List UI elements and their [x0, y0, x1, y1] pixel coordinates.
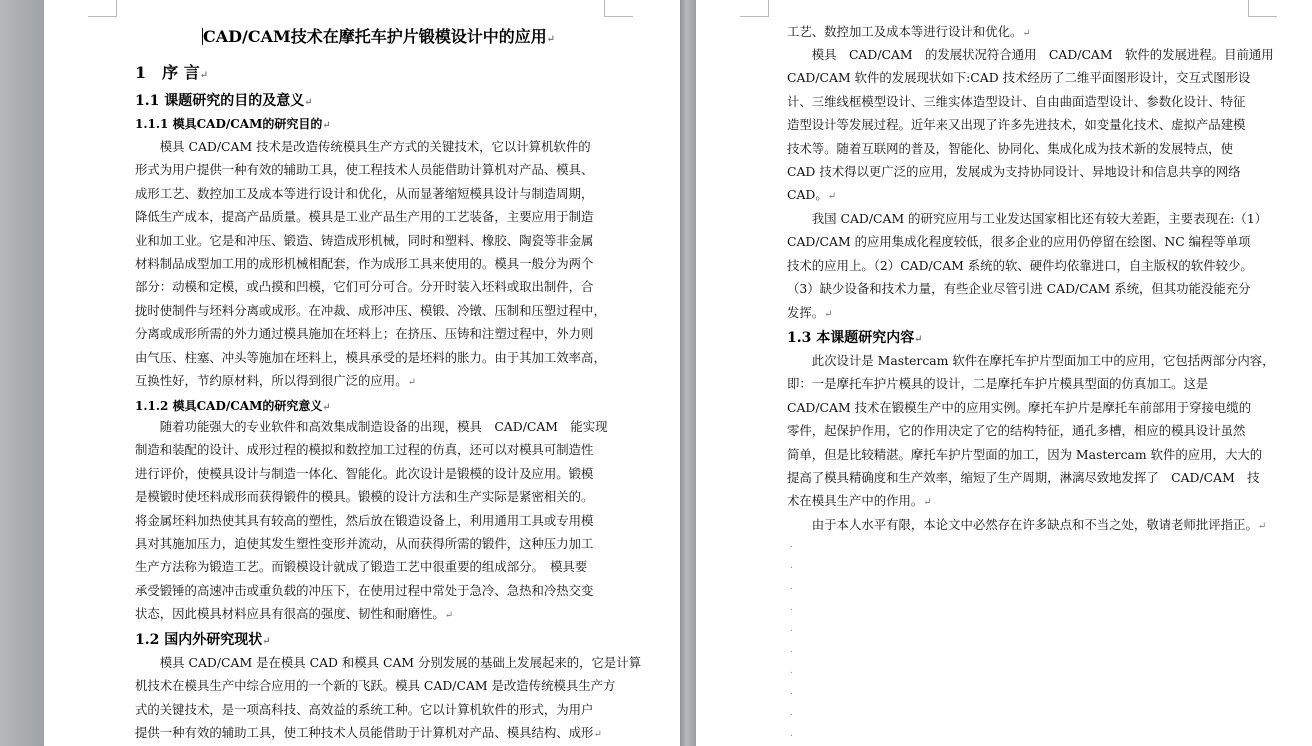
text-line: CAD。↵ [787, 187, 837, 203]
text-line: 式的关键技术，是一项高科技、高效益的系统工种。它以计算机软件的形式，为用户 [135, 701, 594, 717]
text-line: 具对其施加压力，迫使其发生塑性变形并流动，从而获得所需的锻件，这种压力加工 [135, 535, 594, 551]
text-line: 生产方法称为锻造工艺。而锻模设计就成了锻造工艺中很重要的组成部分。 模具要 [135, 559, 588, 575]
page-gap [680, 0, 696, 746]
empty-paragraph-mark: . [790, 582, 793, 592]
text-line: 承受锻锤的高速冲击或重负载的冲压下，在使用过程中常处于急冷、急热和冷热交变 [135, 582, 594, 598]
text-line: 提高了模具精确度和生产效率，缩短了生产周期，淋漓尽致地发挥了 CAD/CAM 技 [787, 469, 1260, 485]
text-line: 模具 CAD/CAM 的发展状况符合通用 CAD/CAM 软件的发展进程。目前通用 [787, 47, 1274, 62]
text-line: 模具 CAD/CAM 技术是改造传统模具生产方式的关键技术，它以计算机软件的 [135, 139, 591, 154]
empty-paragraph-mark: . [790, 540, 793, 550]
paragraph-research-status[interactable] [135, 651, 641, 745]
text-line: 成形工艺、数控加工及成本等进行设计和优化，从而显著缩短模具设计与制造周期， [135, 185, 594, 201]
empty-paragraph-mark: . [790, 624, 793, 634]
document-page-right[interactable] [696, 0, 1312, 746]
text-line: 技术等。随着互联网的普及，智能化、协同化、集成化成为技术新的发展特点，使 [787, 140, 1234, 156]
crop-mark-top-right [604, 0, 633, 17]
text-line: 分离或成形所需的外力通过模具施加在坯料上；在挤压、压铸和注塑过程中，外力则 [135, 326, 594, 342]
text-line: 机技术在模具生产中综合应用的一个新的飞跃。模具 CAD/CAM 是改造传统模具生产方 [135, 678, 616, 694]
text-line: 模具 CAD/CAM 是在模具 CAD 和模具 CAM 分别发展的基础上发展起来的，它是计算 [135, 655, 642, 670]
text-line: 工艺、数控加工及成本等进行设计和优化。↵ [787, 24, 1031, 39]
page-title[interactable]: CAD/CAM技术在摩托车护片锻模设计中的应用↵ [203, 27, 556, 46]
paragraph-mark: ↵ [444, 610, 454, 622]
text-line: 零件，起保护作用，它的作用决定了它的结构特征，通孔多槽，相应的模具设计虽然 [787, 423, 1246, 439]
paragraph-research-significance[interactable] [135, 415, 608, 626]
text-line: 部分：动模和定模，或凸摸和凹模，它们可分可合。分开时装入坯料或取出制件，合 [135, 279, 594, 295]
text-line: 计、三维线框模型设计、三维实体造型设计、自由曲面造型设计、参数化设计、特征 [787, 93, 1246, 109]
paragraph-cadcam-development[interactable] [787, 43, 1274, 207]
empty-paragraph-mark: . [790, 687, 793, 697]
paragraph-mark: ↵ [827, 191, 837, 203]
text-line: （3）缺少设备和技术力量，有些企业尽管引进 CAD/CAM 系统，但其功能没能充分 [787, 281, 1251, 297]
crop-mark-top-right-right-page [1248, 0, 1277, 17]
workspace-left-margin [0, 0, 44, 746]
crop-mark-top-left-right-page [740, 0, 769, 17]
empty-paragraph-mark: . [790, 708, 793, 718]
heading-section-1-3[interactable]: 1.3 本课题研究内容↵ [787, 330, 923, 346]
text-line: 提供一种有效的辅助工具，使工种技术人员能借助于计算机对产品、模具结构、成形↵ [135, 725, 602, 741]
text-line: 材料制品成型加工用的成形机械相配套，作为成形工具来使用的。模具一般分为两个 [135, 255, 594, 271]
empty-paragraph-mark: . [790, 666, 793, 676]
heading-section-1-2[interactable]: 1.2 国内外研究现状↵ [135, 632, 271, 648]
text-line: 造型设计等发展过程。近年来又出现了许多先进技术，如变量化技术、虚拟产品建模 [787, 117, 1246, 133]
paragraph-mark: ↵ [824, 308, 833, 320]
text-line: 降低生产成本，提高产品质量。模具是工业产品生产用的工艺装备，主要应用于制造 [135, 209, 594, 225]
heading-section-1[interactable]: 1 序 言↵ [135, 63, 209, 82]
paragraph-mark: ↵ [1257, 521, 1267, 532]
text-line: 术在模具生产中的作用。↵ [787, 493, 932, 509]
text-line: 简单，但是比较精湛。摩托车护片型面的加工，因为 Mastercam 软件的应用，大大的 [787, 446, 1263, 462]
empty-paragraph-mark: . [790, 603, 793, 613]
text-line: 技术的应用上。（2）CAD/CAM 系统的软、硬件均依靠进口，自主版权的软件较少。 [787, 257, 1253, 273]
paragraph-research-purpose[interactable] [135, 135, 606, 392]
text-line: CAD/CAM 的应用集成化程度较低，很多企业的应用仍停留在绘图、NC 编程等单项 [787, 234, 1251, 250]
crop-mark-top-left [88, 0, 117, 17]
paragraph-domestic-status[interactable] [787, 207, 1267, 324]
text-line: 是模锻时使坯料成形而获得锻件的模具。锻模的设计方法和生产实际是紧密相关的。 [135, 489, 594, 505]
text-line: 随着功能强大的专业软件和高效集成制造设备的出现，模具 CAD/CAM 能实现 [135, 419, 608, 434]
text-line: CAD/CAM 软件的发展现状如下:CAD 技术经历了二维平面图形设计，交互式图形设 [787, 70, 1251, 86]
paragraph-research-content[interactable] [787, 349, 1275, 513]
text-line: 拢时使制件与坯料分离或成形。在冲裁、成形冲压、模锻、冷镦、压制和压塑过程中， [135, 302, 606, 318]
document-page-left[interactable] [44, 0, 680, 746]
heading-section-1-1-2[interactable]: 1.1.2 模具CAD/CAM的研究意义↵ [135, 399, 331, 413]
text-line: 由于本人水平有限，本论文中必然存在许多缺点和不当之处，敬请老师批评指正。↵ [787, 517, 1267, 532]
paragraph-continued[interactable] [787, 20, 1031, 43]
text-line: 将金属坯料加热使其具有较高的塑性，然后放在锻造设备上，利用通用工具或专用模 [135, 512, 594, 528]
text-line: 即：一是摩托车护片模具的设计，二是摩托车护片模具型面的仿真加工。这是 [787, 376, 1209, 392]
text-line: CAD/CAM 技术在锻模生产中的应用实例。摩托车护片是摩托车前部用于穿接电缆的 [787, 399, 1252, 415]
empty-paragraph-mark: . [790, 561, 793, 571]
empty-paragraph-mark: . [790, 729, 793, 739]
text-line: 互换性好，节约原材料，所以得到很广泛的应用。↵ [135, 372, 416, 388]
text-line: 进行评价，使模具设计与制造一体化、智能化。此次设计是锻模的设计及应用。锻模 [135, 465, 594, 481]
paragraph-mark: ↵ [923, 497, 932, 509]
text-line: CAD 技术得以更广泛的应用，发展成为支持协同设计、异地设计和信息共享的网络 [787, 163, 1241, 179]
heading-section-1-1-1[interactable]: 1.1.1 模具CAD/CAM的研究目的↵ [135, 117, 331, 131]
text-line: 发挥。↵ [787, 304, 833, 320]
text-line: 形式为用户提供一种有效的辅助工具，使工程技术人员能借助计算机对产品、模具、 [135, 162, 594, 178]
text-line: 由气压、柱塞、冲头等施加在坯料上，模具承受的是坯料的胀力。由于其加工效率高， [135, 349, 606, 365]
paragraph-mark: ↵ [593, 729, 602, 741]
text-line: 我国 CAD/CAM 的研究应用与工业发达国家相比还有较大差距，主要表现在:（1） [787, 211, 1268, 226]
paragraph-closing-note[interactable] [787, 513, 1266, 536]
text-line: 此次设计是 Mastercam 软件在摩托车护片型面加工中的应用，它包括两部分内容， [787, 353, 1275, 368]
paragraph-mark: ↵ [1022, 28, 1031, 39]
paragraph-mark: ↵ [407, 376, 416, 388]
text-line: 状态，因此模具材料应具有很高的强度、韧性和耐磨性。↵ [135, 606, 454, 622]
heading-section-1-1[interactable]: 1.1 课题研究的目的及意义↵ [135, 93, 313, 109]
text-line: 制造和装配的设计、成形过程的模拟和数控加工过程的仿真，还可以对模具可制造性 [135, 442, 594, 458]
empty-paragraph-mark: . [790, 645, 793, 655]
text-line: 业和加工业。它是和冲压、锻造、铸造成形机械，同时和塑料、橡胶、陶瓷等非金属 [135, 232, 594, 248]
